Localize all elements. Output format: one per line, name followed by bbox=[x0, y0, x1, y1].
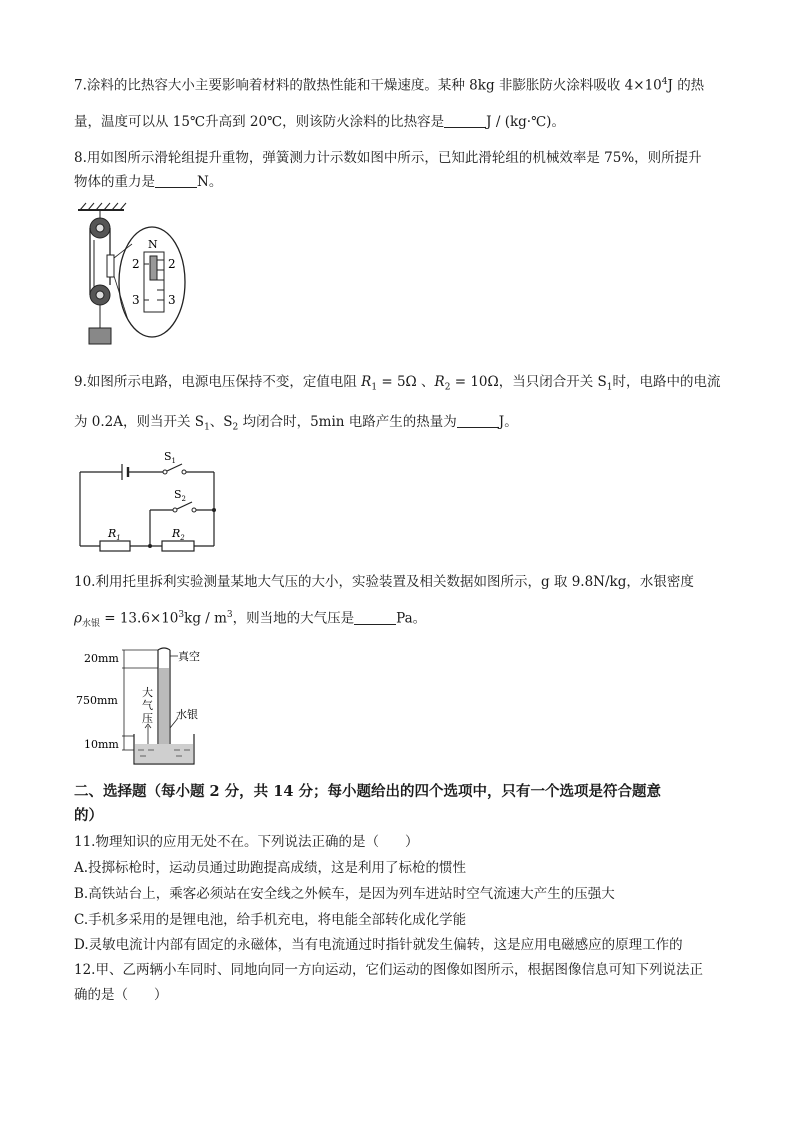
q10-line1: 10.利用托里拆利实验测量某地大气压的大小，实验装置及相关数据如图所示，g 取 9.8N/kg，水银密度 bbox=[74, 574, 694, 590]
section2-heading-line2: 的） bbox=[74, 807, 103, 824]
answer-blank[interactable] bbox=[354, 610, 396, 625]
q9-line1: 9.如图所示电路，电源电压保持不变，定值电阻 $R_1 = 5\Omega$ 、$R_2 = 10\Omega$，当只闭合开关 $S_1$时，电路中的电流 bbox=[74, 374, 721, 393]
q12-line2: 确的是（ ） bbox=[74, 987, 168, 1003]
mercury-label: 水银 bbox=[176, 708, 198, 721]
r1-label: $R_1$ bbox=[108, 527, 121, 542]
dim-750mm: 750mm bbox=[76, 694, 118, 707]
section2-heading-line1: 二、选择题（每小题 2 分，共 14 分；每小题给出的四个选项中，只有一个选项是符合题意 bbox=[74, 783, 661, 800]
answer-blank[interactable] bbox=[155, 173, 197, 188]
torricelli-figure bbox=[74, 644, 204, 766]
q11-stem: 11.物理知识的应用无处不在。下列说法正确的是（ ） bbox=[74, 834, 419, 850]
vacuum-label: 真空 bbox=[178, 650, 200, 663]
atm-label-3: 压 bbox=[142, 712, 153, 725]
q7-line1: 7.涂料的比热容大小主要影响着材料的散热性能和干燥速度。某种 8kg 非膨胀防火涂料吸收 $4\times 10^4J$ 的热 bbox=[74, 77, 705, 94]
q11-option-d[interactable]: D.灵敏电流计内部有固定的永磁体，当有电流通过时指针就发生偏转，这是应用电磁感应的原理工作的 bbox=[74, 937, 683, 953]
q8-line1: 8.用如图所示滑轮组提升重物，弹簧测力计示数如图中所示，已知此滑轮组的机械效率是 75%，则所提升 bbox=[74, 150, 702, 166]
answer-blank[interactable] bbox=[457, 413, 499, 428]
answer-blank[interactable] bbox=[444, 113, 486, 128]
q9-line2: 为 0.2A，则当开关 $S_1$、$S_2$ 均闭合时，5min 电路产生的热量为 J。 bbox=[74, 414, 518, 433]
scale-right-mark-3: 3 bbox=[168, 293, 176, 307]
q8-line2: 物体的重力是 N。 bbox=[74, 174, 223, 190]
atm-label-1: 大 bbox=[142, 686, 153, 699]
dim-10mm: 10mm bbox=[84, 738, 119, 751]
scale-unit-label: N bbox=[148, 238, 158, 251]
q11-option-a[interactable]: A.投掷标枪时，运动员通过助跑提高成绩，这是利用了标枪的惯性 bbox=[74, 860, 467, 876]
s2-label: $S_2$ bbox=[174, 488, 187, 503]
q11-option-c[interactable]: C.手机多采用的是锂电池，给手机充电，将电能全部转化成化学能 bbox=[74, 912, 467, 928]
atm-label-2: 气 bbox=[142, 699, 153, 712]
pulley-figure bbox=[72, 200, 192, 350]
q12-line1: 12.甲、乙两辆小车同时、同地向同一方向运动，它们运动的图像如图所示，根据图像信息可知下列说法正 bbox=[74, 962, 703, 978]
r2-label: $R_2$ bbox=[172, 527, 185, 542]
q11-option-b[interactable]: B.高铁站台上，乘客必须站在安全线之外候车，是因为列车进站时空气流速大产生的压强大 bbox=[74, 886, 615, 902]
scale-left-mark-2: 2 bbox=[132, 257, 140, 271]
scale-right-mark-2: 2 bbox=[168, 257, 176, 271]
circuit-figure bbox=[74, 450, 224, 560]
q7-line2: 量，温度可以从 15℃升高到 20℃，则该防火涂料的比热容是 J / (kg·℃)。 bbox=[74, 114, 565, 130]
q10-line2: $\rho_{水银} = 13.6\times 10^3kg / m^3$，则当地的大气压是 Pa。 bbox=[74, 610, 427, 630]
dim-20mm: 20mm bbox=[84, 652, 119, 665]
scale-left-mark-3: 3 bbox=[132, 293, 140, 307]
s1-label: $S_1$ bbox=[164, 450, 177, 465]
